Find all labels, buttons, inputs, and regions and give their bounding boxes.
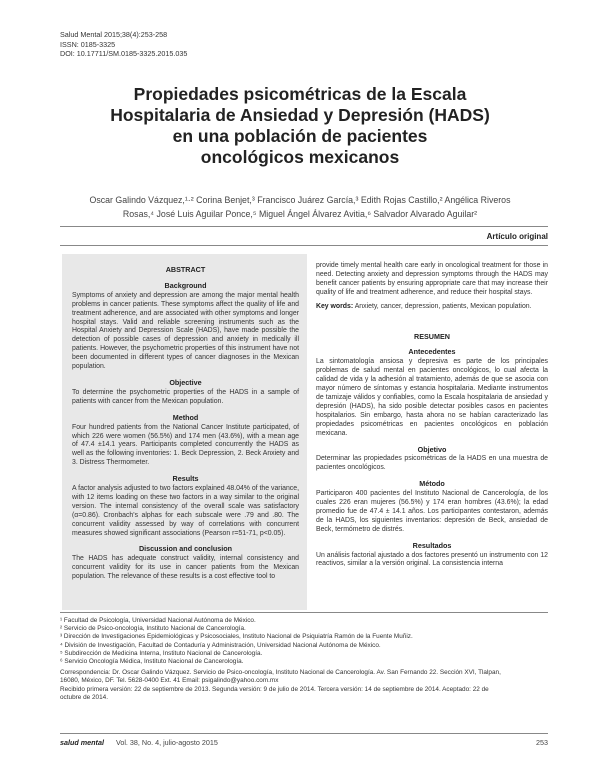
citation: Salud Mental 2015;38(4):253-258 <box>60 30 168 39</box>
affiliation: ¹ Facultad de Psicología, Universidad Nacional Autónoma de México. <box>60 617 256 624</box>
page-number: 253 <box>536 738 548 747</box>
objetivo-text: Determinar las propiedades psicométricas de la HADS en una muestra de pacientes oncológicos. <box>316 455 548 472</box>
title-line: Hospitalaria de Ansiedad y Depresión (HADS) <box>110 105 490 125</box>
divider <box>60 245 548 246</box>
keywords-text: Anxiety, cancer, depression, patients, Mexican population. <box>354 302 532 310</box>
section-heading: Objective <box>169 377 202 387</box>
author-list <box>60 194 540 221</box>
article-title <box>60 84 540 168</box>
keywords <box>316 303 548 312</box>
abstract-column <box>72 262 299 582</box>
article-metadata <box>60 30 187 59</box>
discussion-continued: provide timely mental health care early in oncological treatment for those in need. Detecting anxiety and depression symptoms through the HADS may benefit cancer patients by ensuring appropriate care that may increase their quality of life and treatment adherence, and reduce their hospital stays. <box>316 262 548 296</box>
section-heading: Antecedentes <box>408 347 456 357</box>
authors-line: Oscar Galindo Vázquez,¹·² Corina Benjet,³ Francisco Juárez García,³ Edith Rojas Castillo,² Angélica Riveros <box>89 195 511 205</box>
affiliation: ² Servicio de Psico-oncología, Instituto Nacional de Cancerología. <box>60 625 246 633</box>
resultados-text: Un análisis factorial ajustado a dos factores presentó un instrumento con 12 reactivos, similar a la versión original. La consistencia interna <box>316 551 548 568</box>
received-dates: octubre de 2014. <box>60 693 108 701</box>
discussion-text: The HADS has adequate construct validity, internal consistency and concurrent validity for its use in cancer patients from the Mexican population. The relevance of these results is a cost effective tool to <box>72 555 299 581</box>
issue-info: Vol. 38, No. 4, julio-agosto 2015 <box>115 738 218 747</box>
footnotes <box>60 617 548 702</box>
resumen-heading: RESUMEN <box>414 331 450 341</box>
section-heading: Discussion and conclusion <box>138 544 233 554</box>
page-footer <box>60 738 548 747</box>
title-line: en una población de pacientes <box>172 126 428 146</box>
background-text: Symptoms of anxiety and depression are among the major mental health problems in cancer patients. These symptoms affect the quality of life and treatment adherence, and are associated with other symptoms and longer hospital stays. Valid and reliable screening instruments such as the Hospital Anxiety and Depression Scale (HADS), have made possible the detection of possible cases of depression and anxiety in medically ill patients. However, the psychometric properties of this instrument have not been documented in different types of cancer diagnoses in the Mexican population. <box>72 291 299 371</box>
method-text: Four hundred patients from the National Cancer Institute participated, of which 226 were women (56.5%) and 174 men (43.6%), with a mean age of 47.4 ±14.1 years. Participants completed concurrently the HADS as well as the following inventories: 1. Beck Depression, 2. Beck Anxiety and 3. Distress Thermometer. <box>72 423 299 467</box>
section-heading: Objetivo <box>417 444 447 454</box>
issn: ISSN: 0185-3325 <box>60 39 116 49</box>
authors-line: Rosas,⁴ José Luis Aguilar Ponce,⁵ Miguel Ángel Álvarez Avitia,⁶ Salvador Alvarado Aguilar² <box>122 208 478 219</box>
affiliation: ⁵ Subdirección de Medicina Interna, Instituto Nacional de Cancerología. <box>60 649 263 657</box>
received-dates: Recibido primera versión: 22 de septiembre de 2013. Segunda versión: 9 de julio de 2014. Tercera versión: 14 de septiembre de 2014. Aceptado: 22 de <box>60 685 489 693</box>
section-heading: Background <box>164 280 207 290</box>
section-heading: Método <box>419 479 445 489</box>
section-heading: Resultados <box>412 540 452 550</box>
correspondence: Correspondencia: Dr. Oscar Galindo Vázquez. Servicio de Psico-oncología, Instituto Nacional de Cancerología. Av. San Fernando 22. Sección XVI, Tlalpan, <box>60 669 501 677</box>
keywords-label: Key words: <box>316 302 354 310</box>
correspondence: 16080, México, DF. Tel. 5628-0400 Ext. 41 Email: psigalindo@yahoo.com.mx <box>60 677 279 685</box>
section-heading: Method <box>172 412 199 422</box>
divider <box>60 733 548 734</box>
doi: DOI: 10.17711/SM.0185-3325.2015.035 <box>60 49 188 59</box>
section-heading: Results <box>172 474 199 484</box>
affiliation: ⁴ División de Investigación, Facultad de Contaduría y Administración, Universidad Nacional Autónoma de México. <box>60 641 381 649</box>
divider <box>60 226 548 227</box>
antecedentes-text: La sintomatología ansiosa y depresiva es parte de los principales problemas de salud mental en pacientes oncológicos, lo cual afecta la calidad de vida y la adhesión al tratamiento, además de que se asocia con mayor número de síntomas y estancia hospitalaria. Mediante instrumentos de tamizaje válidos y confiables, como la Escala hospitalaria de ansiedad y depresión (HADS), ha sido posible detectar posibles casos en pacientes hospitalarios. Sin embargo, hasta ahora no se habían caracterizado las propiedades psicométricas en pacientes oncológicos en población mexicana. <box>316 358 548 437</box>
metodo-text: Participaron 400 pacientes del Instituto Nacional de Cancerología, de los cuales 226 eran mujeres (56.5%) y 174 eran hombres (43.6%); la edad promedio fue de 47.4 ± 14.1 años. Los participantes contestaron, además de la HADS, los siguientes inventarios: depresión de Beck, ansiedad de Beck, termómetro de distrés. <box>316 490 548 533</box>
title-line: Propiedades psicométricas de la Escala <box>133 84 467 104</box>
affiliation: ⁶ Servicio Oncología Médica, Instituto Nacional de Cancerología. <box>60 658 244 666</box>
abstract-heading: ABSTRACT <box>165 265 206 274</box>
results-text: A factor analysis adjusted to two factors explained 48.04% of the variance, with 12 items loading on these two factors in a way similar to the original version. The internal consistency of the overall scale was satisfactory (α=0.86). Cronbach's alphas for each subscale were .79 and .80. The concurrent validity assessed by way of correlations with concurrent measures showed significant associations (Pearson r=51-71, p<0.05). <box>72 485 299 537</box>
article-type: Artículo original <box>486 232 548 241</box>
objective-text: To determine the psychometric properties of the HADS in a sample of patients with cancer from the Mexican population. <box>72 388 299 405</box>
divider <box>60 612 548 613</box>
title-line: oncológicos mexicanos <box>200 147 400 167</box>
right-column <box>316 262 548 569</box>
journal-name: salud mental <box>60 738 104 747</box>
affiliation: ³ Dirección de Investigaciones Epidemiológicas y Psicosociales, Instituto Nacional de Psiquiatría Ramón de la Fuente Muñiz. <box>60 633 413 641</box>
